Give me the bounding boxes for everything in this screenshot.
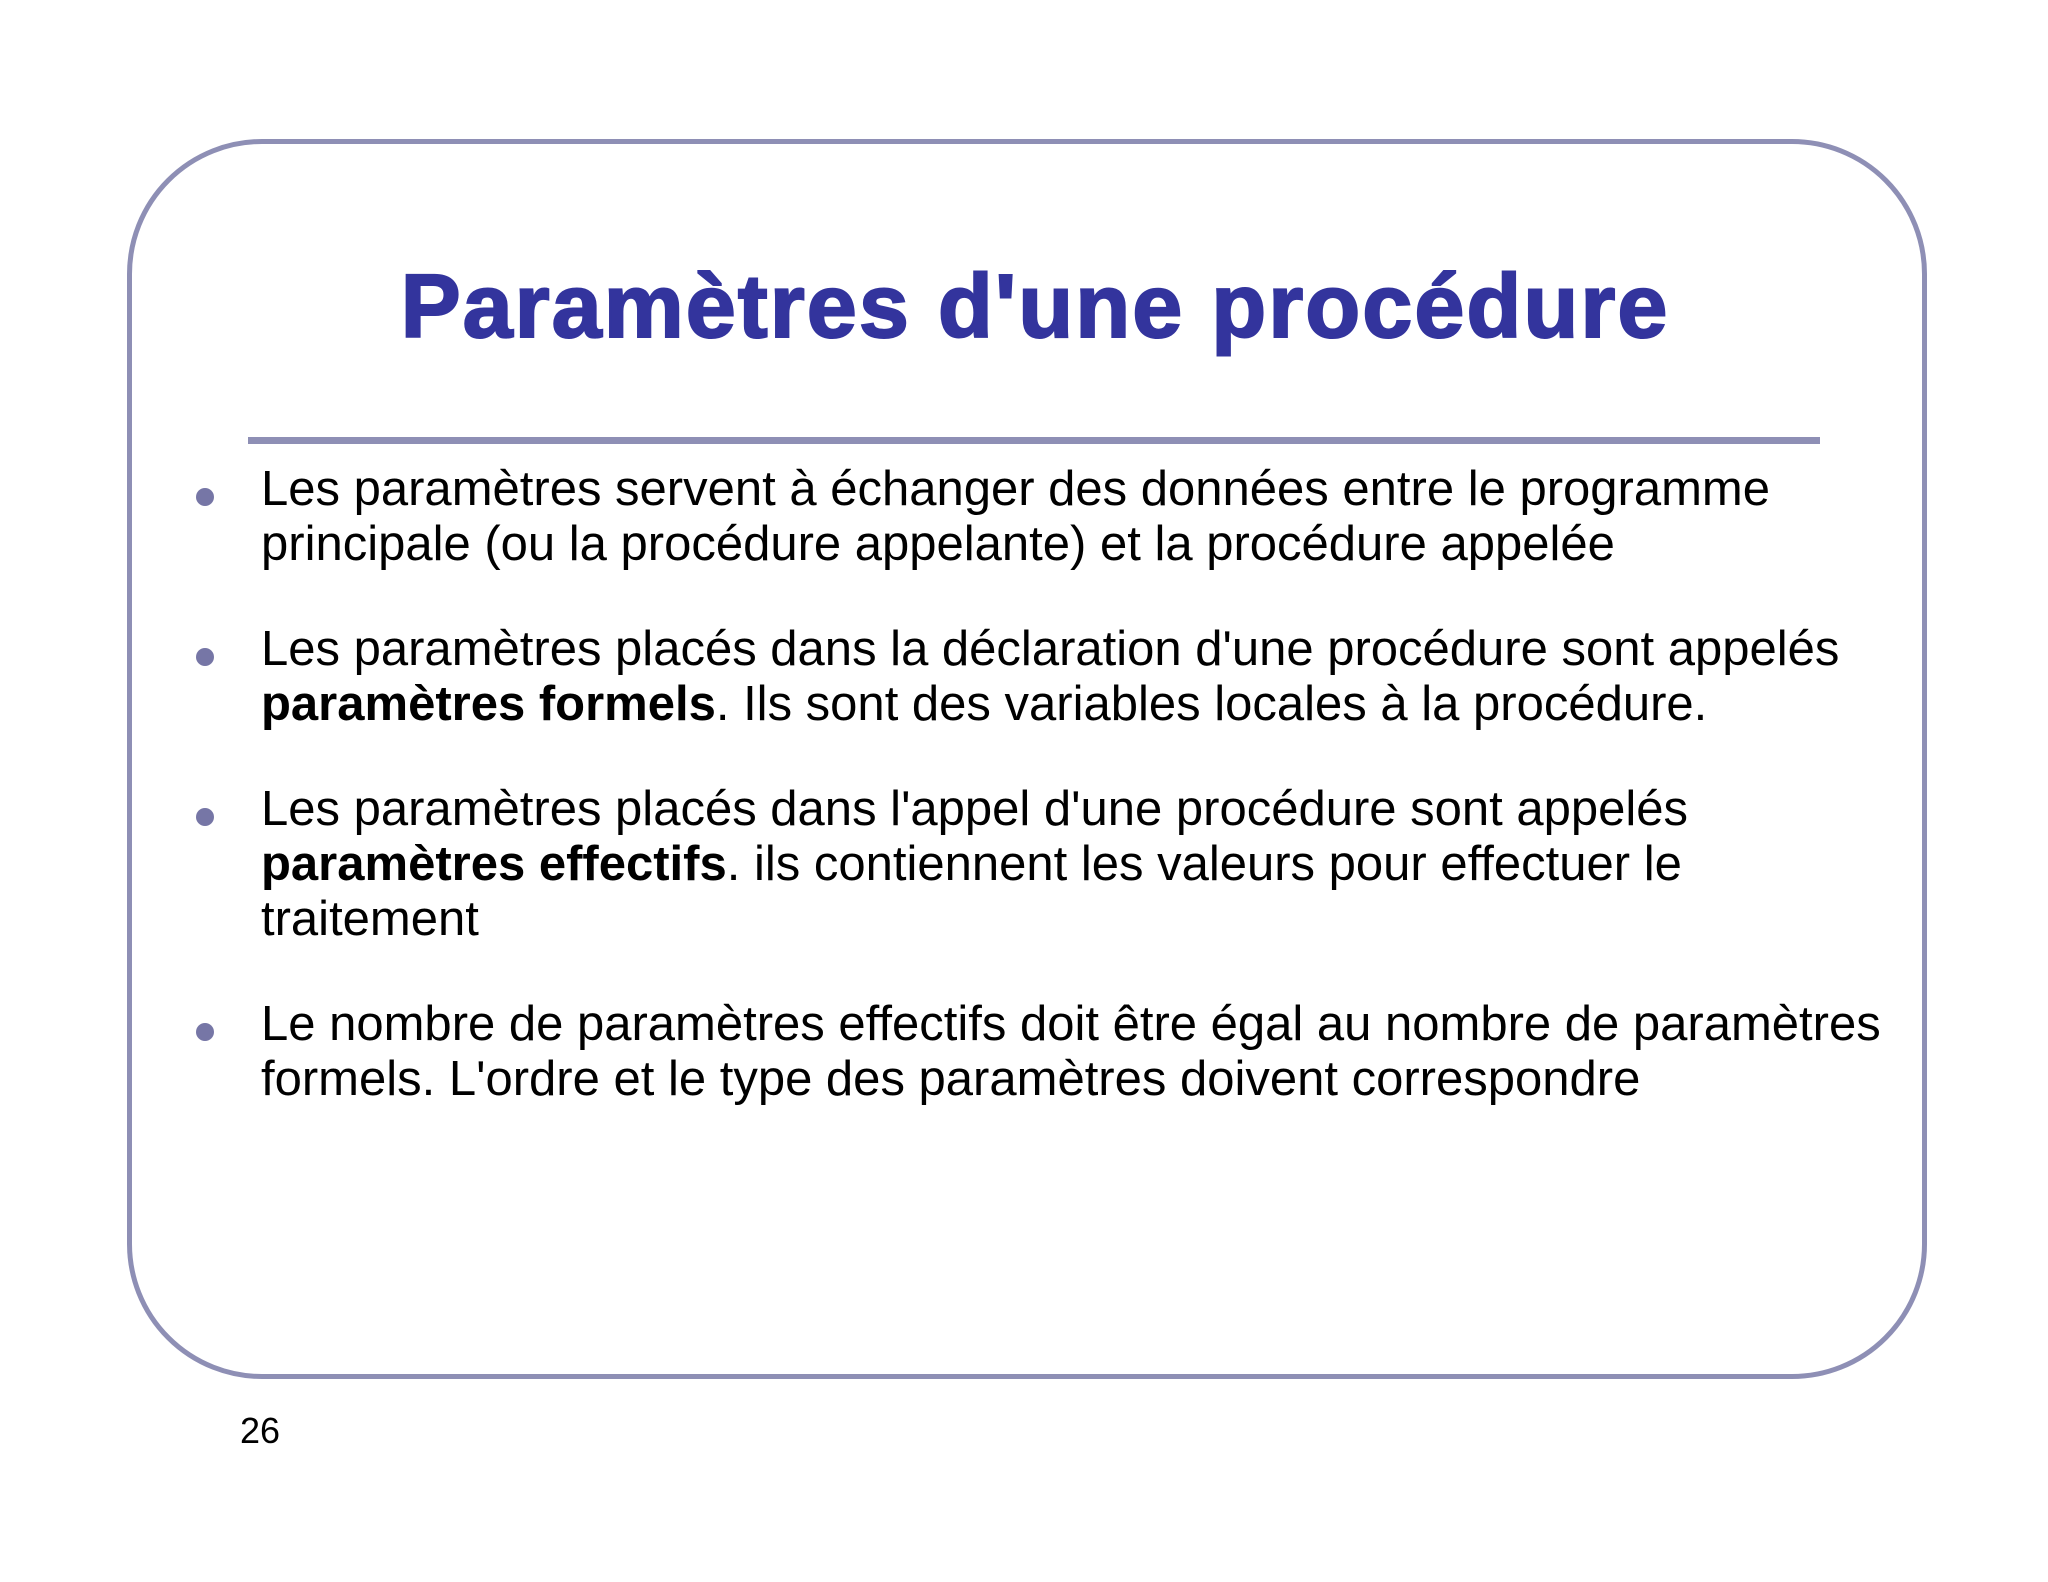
bullet-text-after: . ils contiennent les valeurs pour effectuer le traitement — [261, 837, 1682, 946]
bullet-text-after: . Ils sont des variables locales à la procédure. — [715, 677, 1708, 731]
bullet-text-before: Les paramètres placés dans la déclaration d'une procédure sont appelés — [261, 622, 1840, 676]
bullet-text-before: Les paramètres placés dans l'appel d'une procédure sont appelés — [261, 782, 1689, 836]
bullet-list — [190, 462, 1890, 1157]
bullet-item — [190, 997, 1890, 1107]
page-number: 26 — [240, 1410, 281, 1451]
bullet-term-bold: paramètres formels — [261, 677, 716, 731]
bullet-text: Les paramètres servent à échanger des données entre le programme principale (ou la procédure appelante) et la procédure appelée — [261, 462, 1770, 571]
bullet-dot-icon — [196, 648, 214, 666]
bullet-item — [190, 622, 1890, 732]
bullet-term-bold: paramètres effectifs — [261, 837, 727, 891]
bullet-item — [190, 782, 1890, 947]
bullet-item — [190, 462, 1890, 572]
slide-title: Paramètres d'une procédure — [400, 257, 1670, 357]
bullet-text: Le nombre de paramètres effectifs doit être égal au nombre de paramètres formels. L'ordre et le type des paramètres doivent correspondre — [261, 997, 1881, 1106]
bullet-dot-icon — [196, 1023, 214, 1041]
title-divider — [248, 437, 1820, 444]
bullet-dot-icon — [196, 808, 214, 826]
bullet-dot-icon — [196, 488, 214, 506]
